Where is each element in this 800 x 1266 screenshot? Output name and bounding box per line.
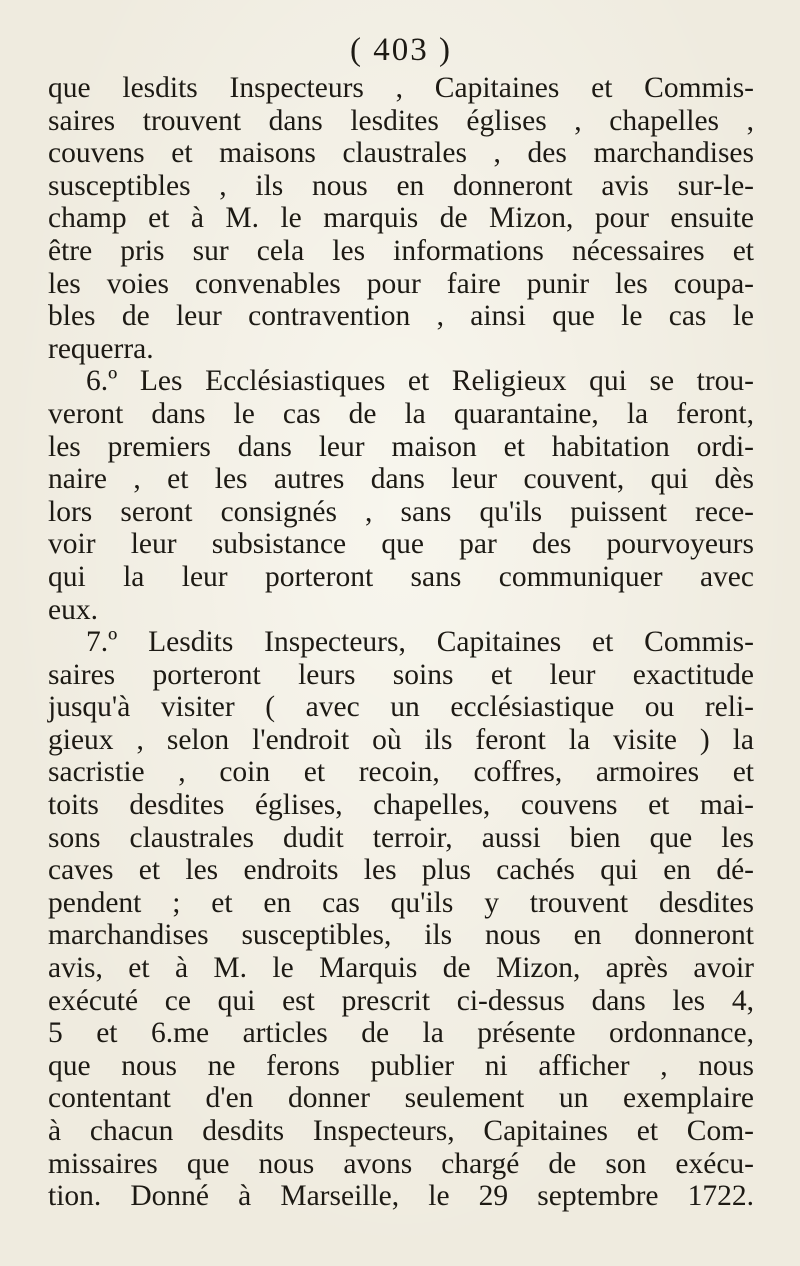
text-line: gieux , selon l'endroit où ils feront la visite ) la: [48, 723, 754, 756]
text-line: requerra.: [48, 332, 154, 365]
text-line: à chacun desdits Inspecteurs, Capitaines et Com-: [48, 1115, 754, 1147]
page-number: ( 403 ): [350, 32, 452, 68]
text-line: jusqu'à visiter ( avec un ecclésiastique ou reli-: [48, 691, 754, 724]
text-line: susceptibles , ils nous en donneront avis sur-le-: [48, 169, 754, 202]
paragraph-continuation: [48, 72, 754, 365]
text-line: missaires que nous avons chargé de son exécu-: [48, 1147, 754, 1180]
text-line: les premiers dans leur maison et habitation ordi-: [48, 430, 754, 463]
text-line: veront dans le cas de la quarantaine, la feront,: [48, 397, 754, 430]
text-line: bles de leur contravention , ainsi que le cas le: [48, 300, 754, 333]
text-line: tion. Donné à Marseille, le 29 septembre 1722.: [48, 1180, 754, 1213]
text-line: les voies convenables pour faire punir les coupa-: [48, 267, 754, 300]
article-6: [48, 365, 754, 626]
text-line: pendent ; et en cas qu'ils y trouvent desdites: [48, 886, 754, 919]
text-line: lors seront consignés , sans qu'ils puissent rece-: [48, 495, 754, 528]
text-line: 6.º Les Ecclésiastiques et Religieux qui se trou-: [86, 365, 754, 398]
text-line: être pris sur cela les informations nécessaires et: [48, 234, 754, 267]
text-line: naire , et les autres dans leur couvent, qui dès: [48, 463, 754, 496]
text-line: avis, et à M. le Marquis de Mizon, après avoir: [48, 952, 754, 985]
text-line: couvens et maisons claustrales , des marchandises: [48, 137, 754, 170]
text-line: contentant d'en donner seulement un exemplaire: [48, 1082, 754, 1115]
text-line: qui la leur porteront sans communiquer avec: [48, 560, 754, 593]
text-line: sons claustrales dudit terroir, aussi bien que les: [48, 821, 754, 854]
text-line: 5 et 6.me articles de la présente ordonnance,: [48, 1017, 754, 1050]
text-line: caves et les endroits les plus cachés qui en dé-: [48, 854, 754, 887]
page-body: [48, 72, 754, 1213]
text-line: que lesdits Inspecteurs , Capitaines et Commis-: [48, 72, 754, 104]
text-line: eux.: [48, 593, 98, 626]
text-line: que nous ne ferons publier ni afficher , nous: [48, 1049, 754, 1082]
text-line: 7.º Lesdits Inspecteurs, Capitaines et Commis-: [86, 626, 754, 659]
text-line: sacristie , coin et recoin, coffres, armoires et: [48, 756, 754, 789]
text-line: exécuté ce qui est prescrit ci-dessus dans les 4,: [48, 984, 754, 1017]
text-line: champ et à M. le marquis de Mizon, pour ensuite: [48, 202, 754, 235]
text-line: toits desdites églises, chapelles, couvens et mai-: [48, 789, 754, 822]
article-7: [48, 626, 754, 1213]
text-line: saires porteront leurs soins et leur exactitude: [48, 658, 754, 691]
text-line: voir leur subsistance que par des pourvoyeurs: [48, 528, 754, 561]
text-line: saires trouvent dans lesdites églises , chapelles ,: [48, 104, 754, 137]
text-line: marchandises susceptibles, ils nous en donneront: [48, 919, 754, 952]
